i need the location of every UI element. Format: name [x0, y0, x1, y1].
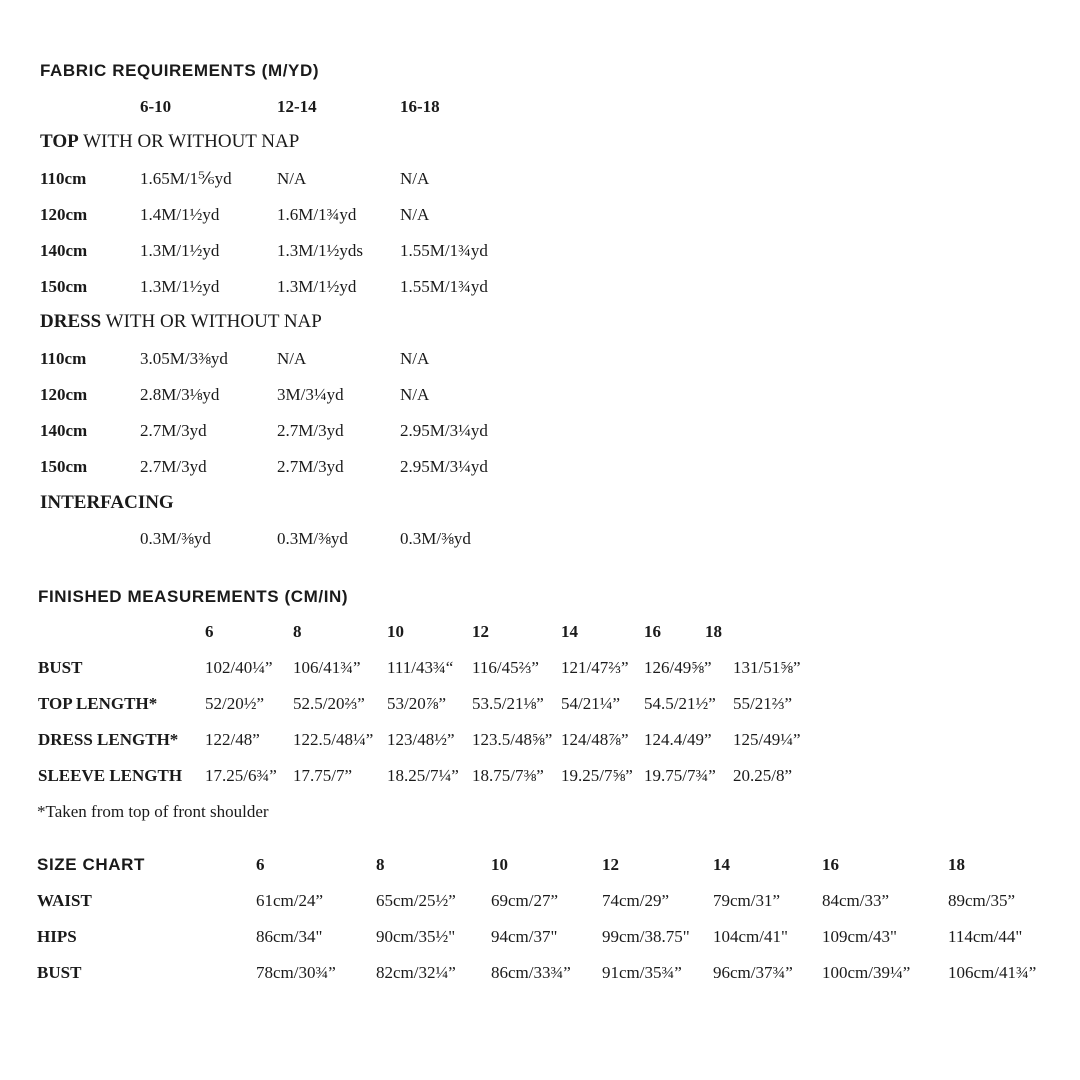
size-chart-size-header: 18	[948, 855, 965, 874]
finished-size-header: 6	[205, 622, 214, 641]
footnote: *Taken from top of front shoulder	[37, 802, 269, 821]
measurement-cell: 17.75/7”	[293, 766, 353, 785]
size-chart-cell: 104cm/41"	[713, 927, 788, 946]
size-chart-cell: 114cm/44"	[948, 927, 1023, 946]
size-chart-cell: 86cm/33¾”	[491, 963, 571, 982]
fabric-size-header: 6-10	[140, 97, 172, 116]
finished-size-header: 14	[561, 622, 578, 641]
fabric-width-label: 110cm	[40, 349, 87, 368]
fabric-requirements-heading: FABRIC REQUIREMENTS (M/YD)	[40, 61, 320, 80]
fabric-cell: 2.95M/3¼yd	[400, 457, 488, 476]
size-chart-cell: 65cm/25½”	[376, 891, 456, 910]
measurement-cell: 55/21⅔”	[733, 694, 793, 713]
measurement-cell: 18.25/7¼”	[387, 766, 459, 785]
size-chart-cell: 86cm/34"	[256, 927, 323, 946]
fabric-cell: 1.55M/1¾yd	[400, 277, 488, 296]
dress-subheading-rest: WITH OR WITHOUT NAP	[101, 311, 322, 332]
fabric-cell: 2.7M/3yd	[140, 457, 207, 476]
measurement-cell: 53.5/21⅛”	[472, 694, 544, 713]
measurement-cell: 124.4/49”	[644, 730, 712, 749]
measurement-cell: 121/47⅔”	[561, 658, 629, 677]
size-chart-cell: 82cm/32¼”	[376, 963, 456, 982]
measurement-cell: 126/49⅝”	[644, 658, 712, 677]
size-chart-size-header: 10	[491, 855, 508, 874]
fabric-cell: 2.7M/3yd	[277, 421, 344, 440]
size-chart-heading: SIZE CHART	[37, 855, 145, 874]
fabric-cell: 1.3M/1½yd	[140, 277, 220, 296]
fabric-cell: 3M/3¼yd	[277, 385, 344, 404]
fabric-cell: 1.55M/1¾yd	[400, 241, 488, 260]
measurement-cell: 19.25/7⅝”	[561, 766, 633, 785]
size-chart-label: WAIST	[37, 891, 92, 910]
size-chart-cell: 106cm/41¾”	[948, 963, 1037, 982]
size-chart-size-header: 12	[602, 855, 619, 874]
fabric-cell: N/A	[400, 385, 430, 404]
size-chart-cell: 99cm/38.75"	[602, 927, 690, 946]
measurement-label: BUST	[38, 658, 83, 677]
fabric-cell: 1.6M/1¾yd	[277, 205, 357, 224]
measurement-cell: 125/49¼”	[733, 730, 801, 749]
measurement-label: SLEEVE LENGTH	[38, 766, 183, 785]
finished-size-header: 8	[293, 622, 302, 641]
fabric-cell: 2.7M/3yd	[140, 421, 207, 440]
measurement-label: DRESS LENGTH*	[38, 730, 179, 749]
size-chart-cell: 109cm/43"	[822, 927, 897, 946]
top-subheading-bold: TOP	[40, 131, 79, 152]
measurement-cell: 53/20⅞”	[387, 694, 447, 713]
fabric-width-label: 150cm	[40, 457, 88, 476]
dress-subheading	[40, 311, 322, 333]
measurement-cell: 124/48⅞”	[561, 730, 629, 749]
measurement-cell: 18.75/7⅜”	[472, 766, 544, 785]
dress-subheading-bold: DRESS	[40, 311, 102, 332]
size-chart-label: BUST	[37, 963, 82, 982]
interfacing-subheading: INTERFACING	[40, 492, 174, 513]
measurement-cell: 111/43¾“	[387, 658, 454, 677]
size-chart-cell: 84cm/33”	[822, 891, 890, 910]
fabric-width-label: 150cm	[40, 277, 88, 296]
measurement-label: TOP LENGTH*	[38, 694, 158, 713]
fabric-cell: N/A	[400, 349, 430, 368]
size-chart-cell: 96cm/37¾”	[713, 963, 793, 982]
fabric-width-label: 140cm	[40, 241, 88, 260]
fabric-width-label: 140cm	[40, 421, 88, 440]
measurement-cell: 52/20½”	[205, 694, 265, 713]
measurement-cell: 123/48½”	[387, 730, 455, 749]
finished-size-header: 12	[472, 622, 489, 641]
fabric-cell: 1.3M/1½yd	[140, 241, 220, 260]
measurement-cell: 106/41¾”	[293, 658, 361, 677]
fabric-size-header: 16-18	[400, 97, 440, 116]
top-subheading-rest: WITH OR WITHOUT NAP	[78, 131, 300, 152]
finished-size-header: 16	[644, 622, 661, 641]
fabric-cell: 3.05M/3⅜yd	[140, 349, 228, 368]
size-chart-cell: 69cm/27”	[491, 891, 559, 910]
measurement-cell: 131/51⅝”	[733, 658, 801, 677]
fabric-cell: N/A	[400, 205, 430, 224]
size-chart-label: HIPS	[37, 927, 77, 946]
finished-size-header: 10	[387, 622, 404, 641]
size-chart-cell: 78cm/30¾”	[256, 963, 336, 982]
fabric-cell: 1.4M/1½yd	[140, 205, 220, 224]
fabric-width-label: 110cm	[40, 169, 87, 188]
fabric-cell: 1.65M/1⅚yd	[140, 169, 232, 188]
measurement-cell: 54.5/21½”	[644, 694, 716, 713]
fabric-cell: 1.3M/1½yd	[277, 277, 357, 296]
measurement-cell: 123.5/48⅝”	[472, 730, 553, 749]
size-chart-cell: 90cm/35½"	[376, 927, 456, 946]
measurement-cell: 17.25/6¾”	[205, 766, 277, 785]
measurement-cell: 102/40¼”	[205, 658, 273, 677]
fabric-width-label: 120cm	[40, 385, 88, 404]
size-chart-size-header: 6	[256, 855, 265, 874]
measurement-cell: 19.75/7¾”	[644, 766, 716, 785]
fabric-size-header: 12-14	[277, 97, 317, 116]
size-chart-size-header: 16	[822, 855, 839, 874]
size-chart-size-header: 14	[713, 855, 730, 874]
fabric-cell: 2.7M/3yd	[277, 457, 344, 476]
fabric-cell: 2.8M/3⅛yd	[140, 385, 220, 404]
measurement-cell: 122.5/48¼”	[293, 730, 374, 749]
finished-size-header: 18	[705, 622, 722, 641]
size-chart-cell: 89cm/35”	[948, 891, 1016, 910]
size-chart-size-header: 8	[376, 855, 385, 874]
fabric-width-label: 120cm	[40, 205, 88, 224]
size-chart-cell: 61cm/24”	[256, 891, 324, 910]
interfacing-cell: 0.3M/⅜yd	[277, 529, 348, 548]
interfacing-cell: 0.3M/⅜yd	[140, 529, 211, 548]
measurement-cell: 52.5/20⅔”	[293, 694, 365, 713]
fabric-cell: N/A	[277, 169, 307, 188]
measurement-cell: 20.25/8”	[733, 766, 793, 785]
fabric-cell: 2.95M/3¼yd	[400, 421, 488, 440]
size-chart-cell: 100cm/39¼”	[822, 963, 911, 982]
measurement-cell: 116/45⅔”	[472, 658, 539, 677]
size-chart-cell: 79cm/31”	[713, 891, 781, 910]
finished-measurements-heading: FINISHED MEASUREMENTS (CM/IN)	[38, 587, 349, 606]
fabric-cell: N/A	[400, 169, 430, 188]
size-chart-cell: 91cm/35¾”	[602, 963, 682, 982]
fabric-cell: N/A	[277, 349, 307, 368]
size-chart-cell: 74cm/29”	[602, 891, 670, 910]
measurement-cell: 54/21¼”	[561, 694, 621, 713]
top-subheading	[40, 131, 299, 153]
fabric-cell: 1.3M/1½yds	[277, 241, 363, 260]
measurement-cell: 122/48”	[205, 730, 260, 749]
interfacing-cell: 0.3M/⅜yd	[400, 529, 471, 548]
size-chart-cell: 94cm/37"	[491, 927, 558, 946]
